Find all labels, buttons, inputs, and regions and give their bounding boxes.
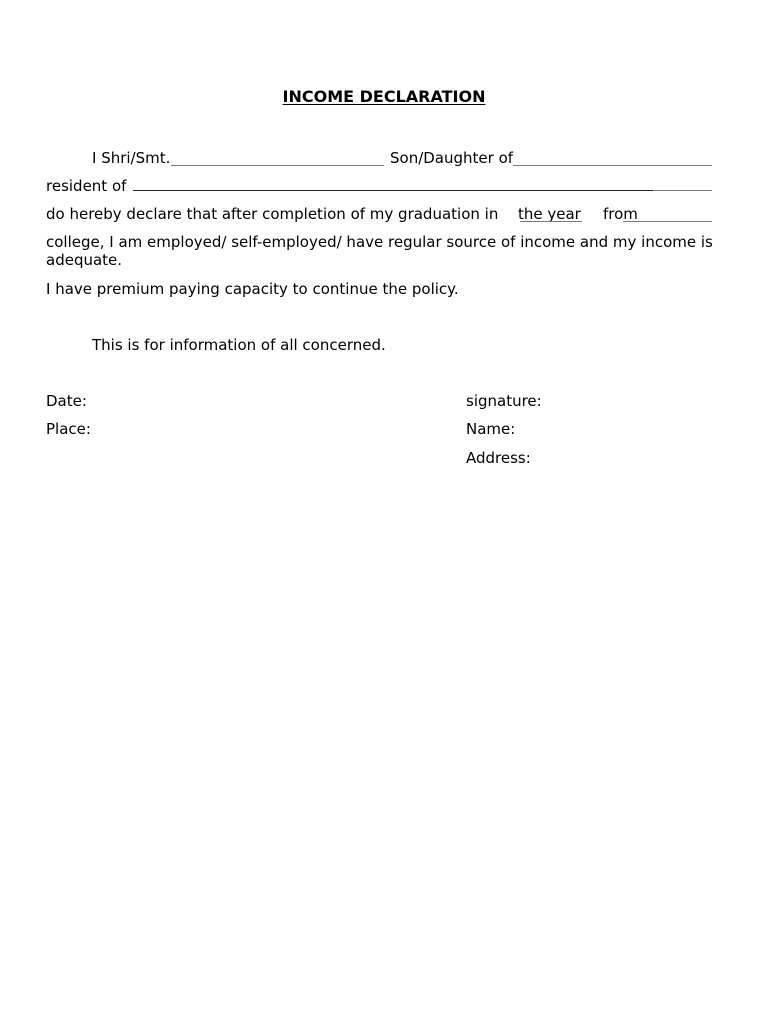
information-statement: This is for information of all concerned.	[92, 336, 386, 354]
from-text: from	[603, 205, 638, 223]
resident-of-label: resident of	[46, 177, 127, 195]
employment-statement: college, I am employed/ self-employed/ have regular source of income and my income is adequate.	[46, 233, 713, 269]
address-blank-line	[133, 190, 653, 191]
year-blank-line	[520, 221, 582, 222]
son-daughter-of-label: Son/Daughter of	[390, 149, 514, 167]
signature-label: signature:	[466, 392, 542, 410]
date-label: Date:	[46, 392, 87, 410]
declaration-text: do hereby declare that after completion of my graduation in	[46, 205, 499, 223]
name-label: Name:	[466, 420, 516, 438]
college-blank-line	[623, 221, 712, 222]
premium-capacity-statement: I have premium paying capacity to continue the policy.	[46, 280, 459, 298]
address-blank-line-tail	[653, 190, 712, 191]
parent-name-blank-line	[513, 165, 712, 166]
document-title: INCOME DECLARATION	[282, 87, 486, 106]
shri-smt-label: I Shri/Smt.	[92, 149, 171, 167]
the-year-text: the year	[518, 205, 581, 223]
place-label: Place:	[46, 420, 91, 438]
address-label: Address:	[466, 449, 531, 467]
name-blank-line	[171, 165, 384, 166]
